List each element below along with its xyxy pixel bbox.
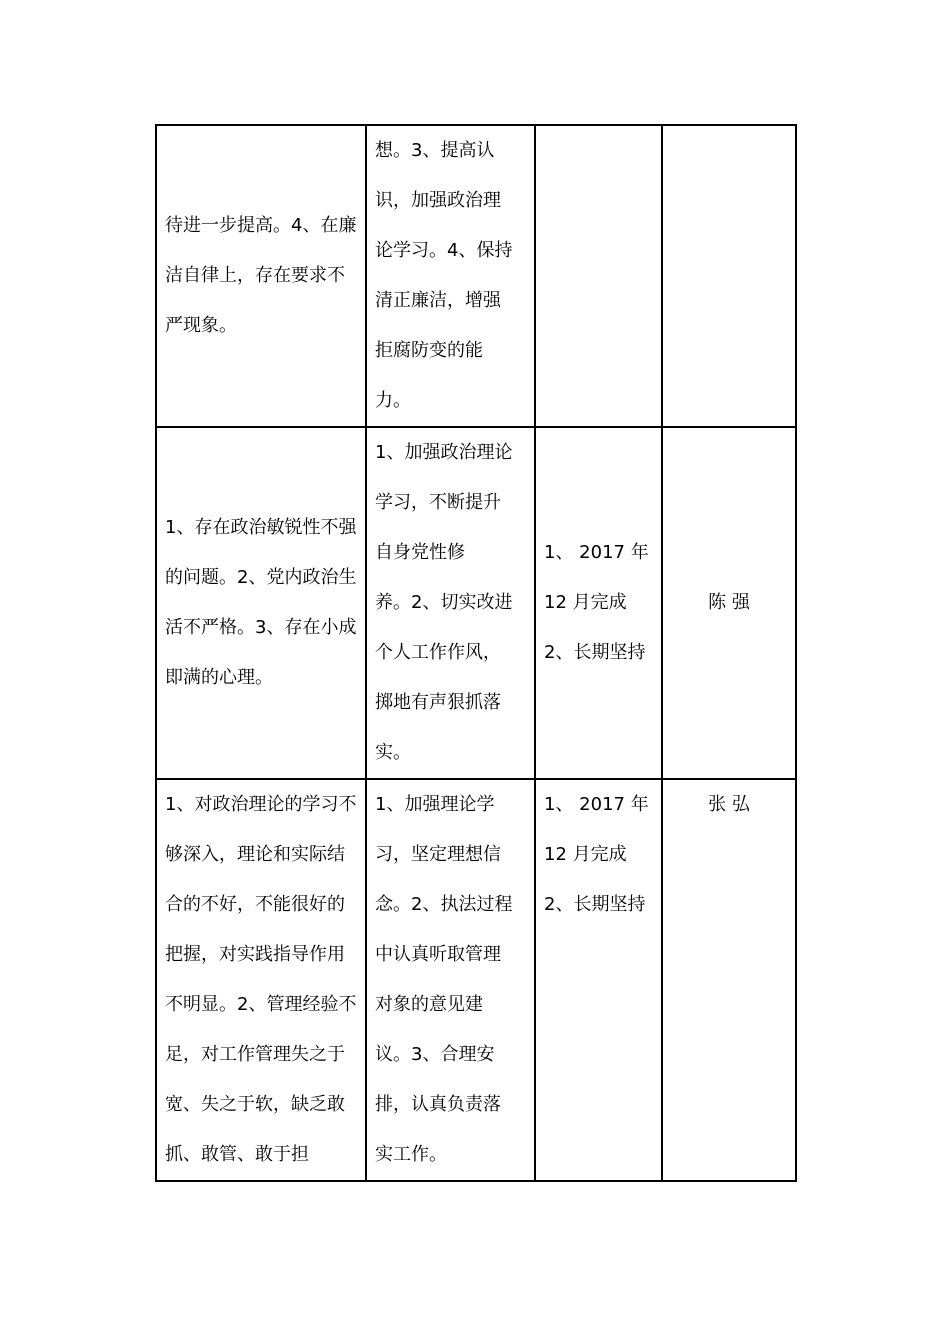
measures-line: 实工作。 <box>375 1144 447 1165</box>
problem-cell <box>156 125 366 427</box>
measures-cell <box>366 779 535 1181</box>
measures-line: 拒腐防变的能 <box>375 340 483 361</box>
measures-cell <box>366 427 535 779</box>
measures-line: 学习，不断提升 <box>375 492 501 513</box>
measures-line: 念。2、执法过程 <box>375 894 513 915</box>
person-cell <box>662 427 796 779</box>
measures-line: 排，认真负责落 <box>375 1094 501 1115</box>
measures-line: 识，加强政治理 <box>375 190 501 211</box>
measures-line: 力。 <box>375 390 411 411</box>
deadline-cell <box>535 125 662 427</box>
measures-line: 掷地有声狠抓落 <box>375 692 501 713</box>
problem-cell <box>156 427 366 779</box>
deadline-line: 1、 2017 年 <box>544 794 649 815</box>
deadline-line: 12 月完成 <box>544 844 627 865</box>
responsible-person: 陈 强 <box>708 592 750 613</box>
problem-cell <box>156 779 366 1181</box>
measures-line: 实。 <box>375 742 411 763</box>
measures-line: 对象的意见建 <box>375 994 483 1015</box>
measures-line: 1、加强理论学 <box>375 794 495 815</box>
table-row <box>156 125 796 427</box>
problem-text: 1、对政治理论的学习不够深入，理论和实际结合的不好，不能很好的把握，对实践指导作用不明显。2、管理经验不足，对工作管理失之于宽、失之于软，缺乏敢抓、敢管、敢于担 <box>165 794 357 1165</box>
measures-line: 中认真听取管理 <box>375 944 501 965</box>
measures-line: 习，坚定理想信 <box>375 844 501 865</box>
person-cell <box>662 125 796 427</box>
deadline-line: 12 月完成 <box>544 592 627 613</box>
responsible-person: 张 弘 <box>708 794 750 815</box>
measures-line: 清正廉洁，增强 <box>375 290 501 311</box>
table-row <box>156 779 796 1181</box>
problem-text: 1、存在政治敏锐性不强的问题。2、党内政治生活不严格。3、存在小成即满的心理。 <box>165 517 357 688</box>
deadline-cell <box>535 427 662 779</box>
person-cell <box>662 779 796 1181</box>
deadline-line: 2、长期坚持 <box>544 894 646 915</box>
table-row <box>156 427 796 779</box>
measures-line: 个人工作作风， <box>375 642 501 663</box>
deadline-cell <box>535 779 662 1181</box>
deadline-line: 2、长期坚持 <box>544 642 646 663</box>
rectification-table <box>155 124 797 1182</box>
measures-cell <box>366 125 535 427</box>
measures-line: 自身党性修 <box>375 542 465 563</box>
measures-line: 想。3、提高认 <box>375 140 495 161</box>
problem-text: 待进一步提高。4、在廉洁自律上，存在要求不严现象。 <box>165 215 357 336</box>
measures-line: 论学习。4、保持 <box>375 240 513 261</box>
measures-line: 养。2、切实改进 <box>375 592 513 613</box>
measures-line: 议。3、合理安 <box>375 1044 495 1065</box>
deadline-line: 1、 2017 年 <box>544 542 649 563</box>
measures-line: 1、加强政治理论 <box>375 442 513 463</box>
